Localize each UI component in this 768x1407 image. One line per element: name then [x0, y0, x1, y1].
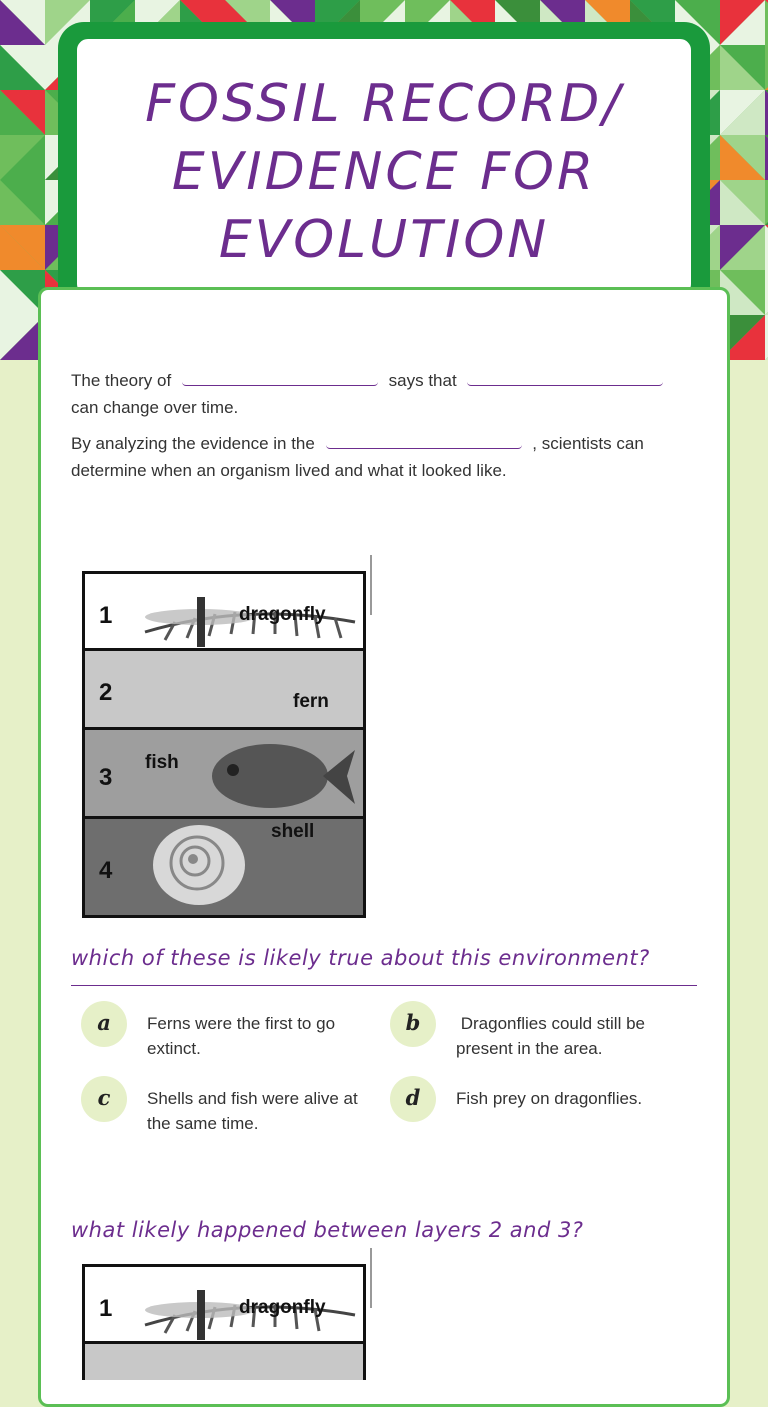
layer-4 [82, 816, 366, 918]
option-b-text: Dragonflies could still be present in the area. [456, 1014, 650, 1058]
question-1: which of these is likely true about this environment? [71, 946, 650, 970]
question-2: what likely happened between layers 2 and 3? [71, 1218, 584, 1242]
layer-3 [82, 727, 366, 819]
option-c-text: Shells and fish were alive at the same time. [147, 1089, 358, 1133]
intro-paragraph-1 [71, 367, 701, 421]
intro-text: By analyzing the evidence in the [71, 434, 315, 453]
layer-2 [82, 1341, 366, 1380]
blank-input-change[interactable] [467, 371, 663, 386]
layer-label: shell [271, 821, 315, 842]
question-divider [71, 985, 697, 986]
page-title: FOSSIL RECORD/ EVIDENCE FOR EVOLUTION [145, 74, 623, 270]
layer-number: 3 [99, 764, 113, 791]
fossil-layers-figure-2 [82, 1248, 372, 1380]
layer-2 [82, 648, 366, 730]
layer-label: dragonfly [239, 604, 326, 625]
intro-text: can change over time. [71, 398, 239, 417]
layer-label: fern [293, 691, 329, 712]
intro-text: says that [388, 371, 457, 390]
layer-label: fish [145, 752, 179, 773]
blank-input-evidence[interactable] [326, 434, 522, 449]
blank-input-theory[interactable] [182, 371, 378, 386]
intro-text: , scientists can determine when an organism lived and what it looked like. [71, 434, 644, 480]
option-a-text: Ferns were the first to go extinct. [147, 1014, 336, 1058]
option-d-text: Fish prey on dragonflies. [456, 1089, 643, 1108]
intro-paragraph-2 [71, 430, 701, 484]
option-b-button[interactable]: b [390, 1001, 436, 1047]
option-c-button[interactable]: c [81, 1076, 127, 1122]
fish-fossil-icon [205, 736, 365, 816]
layer-number: 2 [99, 679, 113, 706]
layer-number: 1 [99, 602, 113, 629]
option-a-button[interactable]: a [81, 1001, 127, 1047]
intro-text: The theory of [71, 371, 172, 390]
option-d-button[interactable]: d [390, 1076, 436, 1122]
fossil-layers-figure [82, 555, 372, 920]
layer-1 [82, 571, 366, 651]
shell-fossil-icon [147, 819, 257, 915]
layer-label: dragonfly [239, 1297, 326, 1318]
layer-1 [82, 1264, 366, 1344]
layer-number: 1 [99, 1295, 113, 1322]
layer-number: 4 [99, 857, 113, 884]
